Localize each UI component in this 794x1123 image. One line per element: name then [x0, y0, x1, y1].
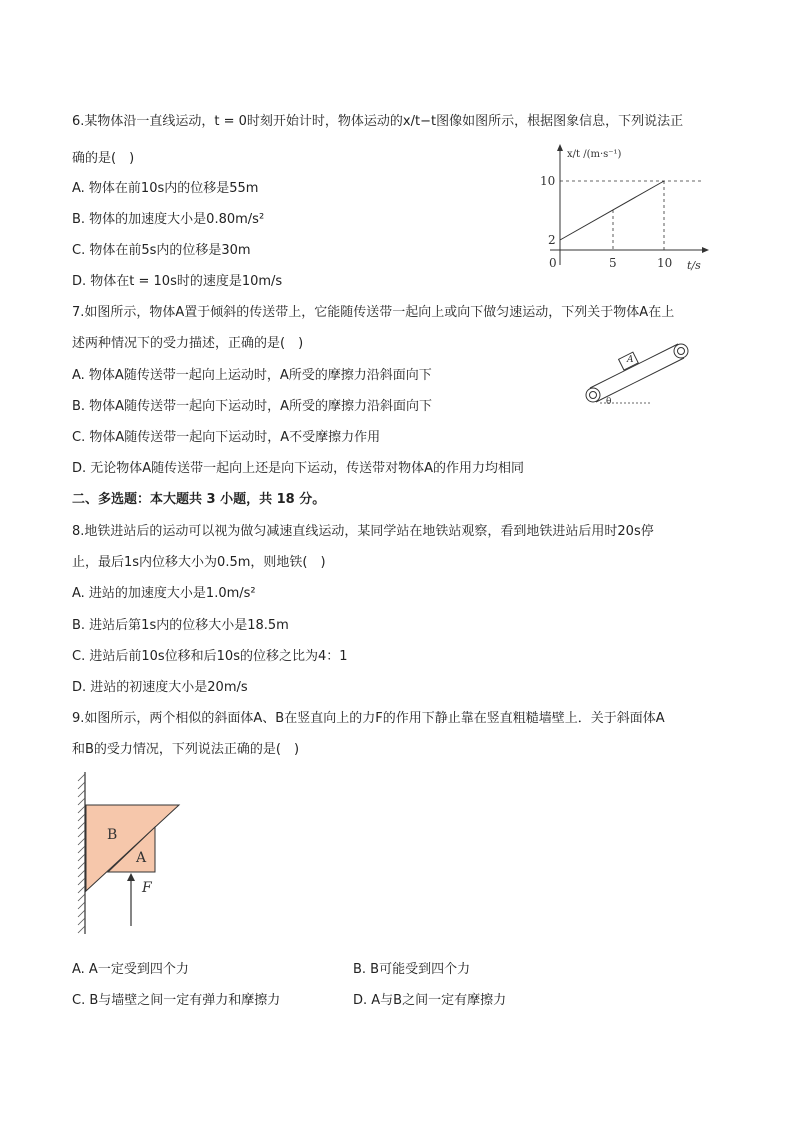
belt-bottom — [596, 358, 684, 402]
roller-lower-inner — [590, 392, 597, 399]
y-axis-label: x/t /(m·s⁻¹) — [567, 149, 622, 160]
q9-wedge-figure — [68, 768, 188, 938]
x-axis-arrow — [702, 247, 709, 253]
q6-stem-line2: 确的是( ) — [72, 151, 135, 166]
force-label: F — [142, 880, 152, 896]
roller-upper — [674, 344, 688, 358]
roller-upper-inner — [678, 348, 685, 355]
force-arrowhead — [127, 873, 135, 881]
q6-option-d: D. 物体在t = 10s时的速度是10m/s — [72, 274, 283, 289]
q9-option-d: D. A与B之间一定有摩擦力 — [353, 993, 507, 1008]
x-tick-10: 10 — [657, 256, 673, 270]
origin-label: 0 — [549, 256, 557, 270]
q8-option-a: A. 进站的加速度大小是1.0m/s² — [72, 586, 256, 601]
q9-option-c: C. B与墙壁之间一定有弹力和摩擦力 — [72, 993, 281, 1008]
q7-conveyor-figure — [580, 336, 700, 411]
section-2-heading: 二、多选题：本大题共 3 小题，共 18 分。 — [72, 492, 326, 507]
x-tick-5: 5 — [609, 256, 617, 270]
data-line — [560, 181, 664, 240]
wall-hatching — [78, 774, 85, 933]
q8-option-d: D. 进站的初速度大小是20m/s — [72, 680, 248, 695]
q7-option-c: C. 物体A随传送带一起向下运动时，A不受摩擦力作用 — [72, 430, 381, 445]
q9-stem-line1: 9.如图所示，两个相似的斜面体A、B在竖直向上的力F的作用下静止靠在竖直粗糙墙壁上．关于斜面体A — [72, 711, 665, 726]
belt-top — [590, 344, 678, 388]
q7-option-d: D. 无论物体A随传送带一起向上还是向下运动，传送带对物体A的作用力均相同 — [72, 461, 525, 476]
x-axis-label: t/s — [687, 259, 701, 272]
wedge-b-label: B — [107, 827, 118, 843]
y-axis-arrow — [557, 144, 563, 151]
q9-stem-line2: 和B的受力情况，下列说法正确的是( ) — [72, 742, 300, 757]
block-a-label: A — [627, 355, 634, 365]
q9-option-b: B. B可能受到四个力 — [353, 962, 471, 977]
q6-option-a: A. 物体在前10s内的位移是55m — [72, 181, 259, 196]
q7-option-b: B. 物体A随传送带一起向下运动时，A所受的摩擦力沿斜面向下 — [72, 399, 432, 414]
q6-xt-graph — [535, 140, 715, 275]
y-tick-10: 10 — [540, 174, 556, 188]
y-tick-2: 2 — [548, 233, 556, 247]
q7-stem-line1: 7.如图所示，物体A置于倾斜的传送带上，它能随传送带一起向上或向下做匀速运动，下列关于物体A在上 — [72, 305, 675, 320]
q8-stem-line2: 止，最后1s内位移大小为0.5m，则地铁( ) — [72, 555, 326, 570]
q6-stem-line1: 6.某物体沿一直线运动，t = 0时刻开始计时，物体运动的x/t−t图像如图所示，根据图象信息，下列说法正 — [72, 114, 684, 129]
q9-option-a: A. A一定受到四个力 — [72, 962, 189, 977]
roller-lower — [586, 388, 600, 402]
q7-option-a: A. 物体A随传送带一起向上运动时，A所受的摩擦力沿斜面向下 — [72, 368, 432, 383]
wedge-a-label: A — [136, 850, 147, 866]
q8-stem-line1: 8.地铁进站后的运动可以视为做匀减速直线运动，某同学站在地铁站观察，看到地铁进站后用时20s停 — [72, 524, 654, 539]
angle-label: θ — [606, 397, 612, 407]
q7-stem-line2: 述两种情况下的受力描述，正确的是( ) — [72, 336, 304, 351]
q8-option-b: B. 进站后第1s内的位移大小是18.5m — [72, 618, 289, 633]
q6-option-b: B. 物体的加速度大小是0.80m/s² — [72, 212, 265, 227]
q6-option-c: C. 物体在前5s内的位移是30m — [72, 243, 251, 258]
q8-option-c: C. 进站后前10s位移和后10s的位移之比为4：1 — [72, 649, 348, 664]
